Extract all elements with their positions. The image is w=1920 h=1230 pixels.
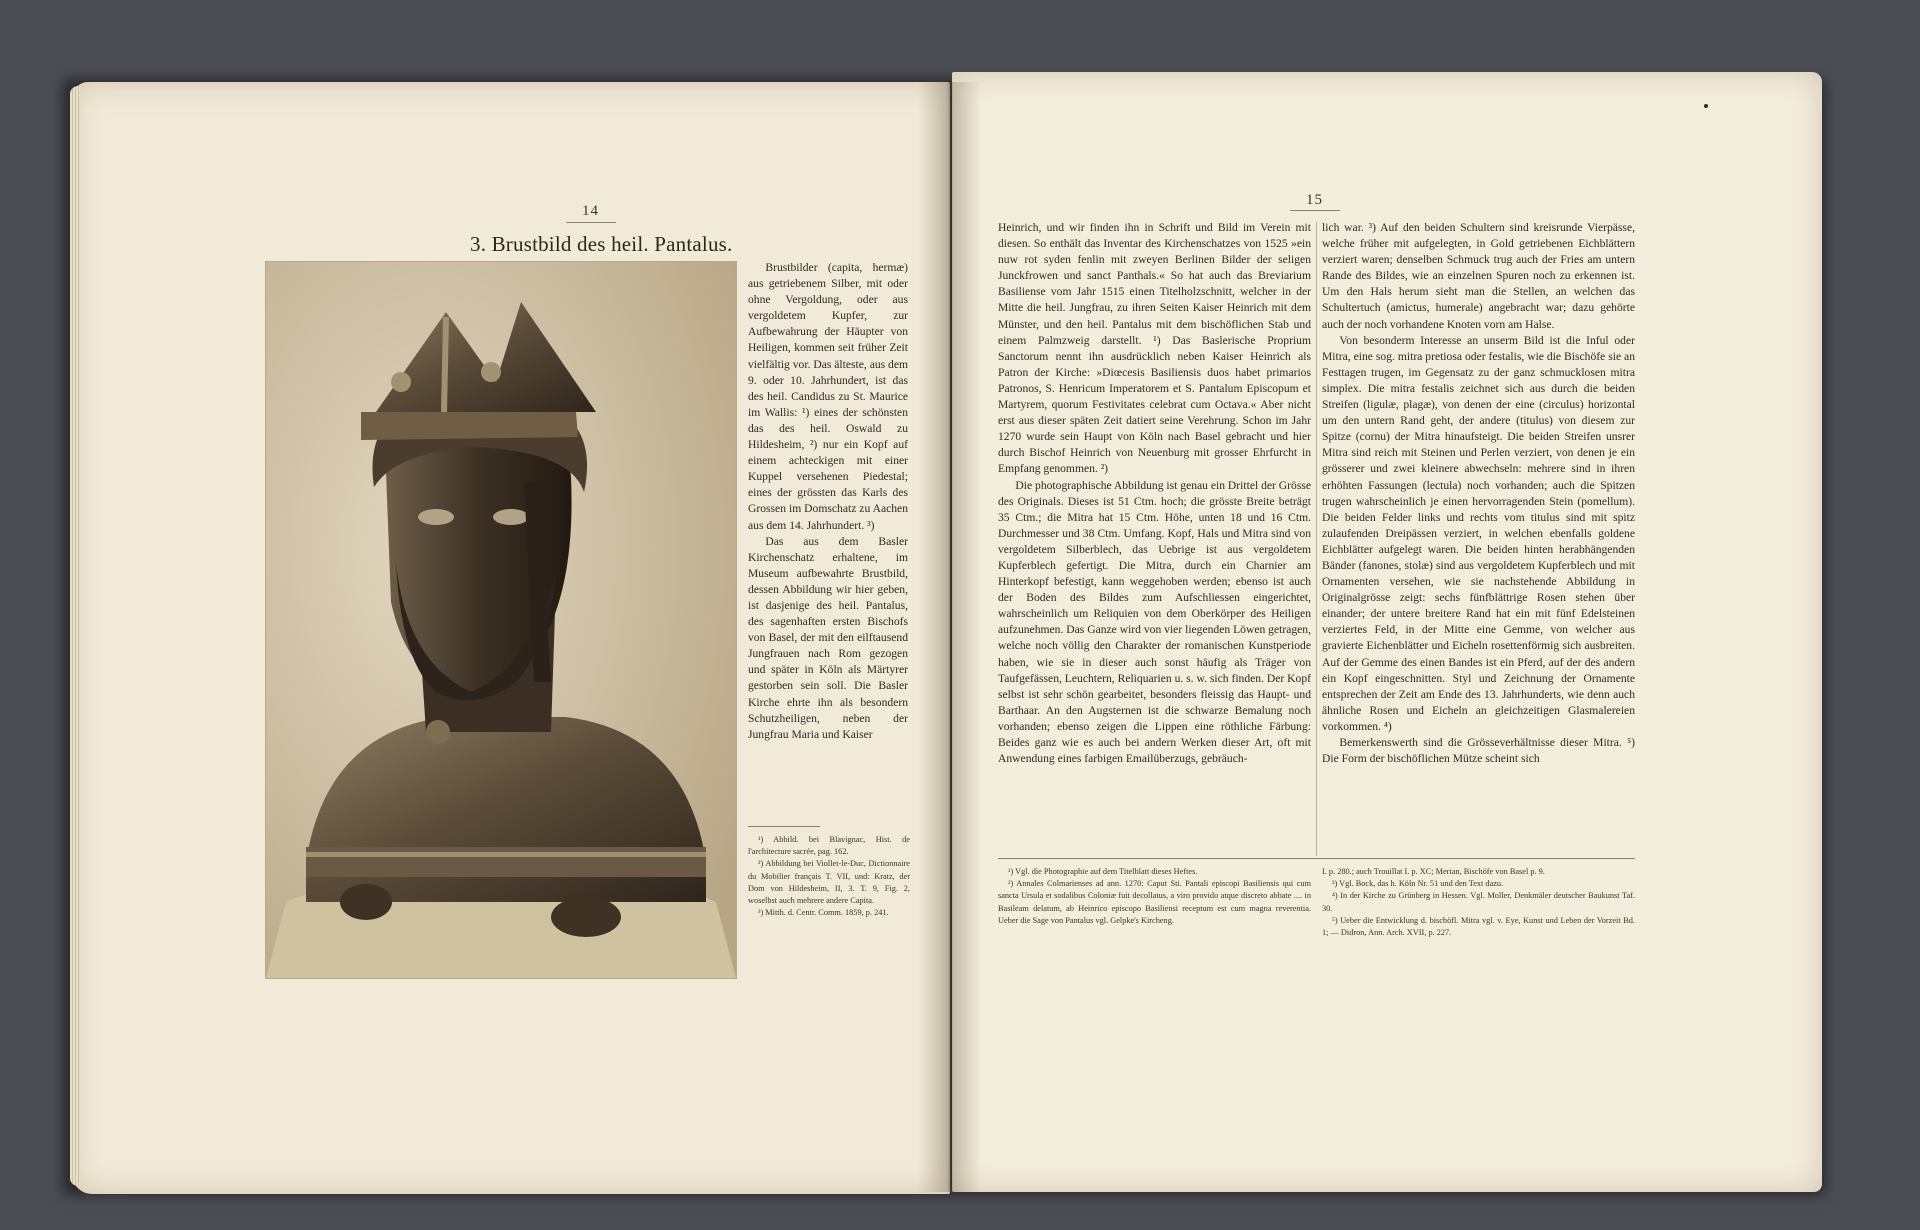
footnote: ²) Annales Colmarienses ad ann. 1270: Caput Sti. Pantali episcopi Basiliensis qui cum sancta Ursula et sodalibus Coloniæ fuit decollatus, a viro provido atque discreto abbate .... in Basileam delatum, ab Heinrico episcopo Basiliensi receptum est cum magna reverentia. Ueber die Sage von Pantalus vgl. Gelpke's Kircheng. <box>998 879 1311 925</box>
paragraph: Die photographische Abbildung ist genau ein Drittel der Grösse des Originals. Dieses ist 51 Ctm. hoch; die grösste Breite beträgt 35 Ctm.; die Mitra hat 15 Ctm. Höhe, unten 18 und 16 Ctm. Durchmesser und 38 Ctm. Umfang. Kopf, Hals und Mitra sind von vergoldetem Silberblech, das Uebrige ist aus vergoldetem Kupferblech gefertigt. Die Mitra, durch ein Charnier am Hinterkopf befestigt, kann weggehoben werden; ebenso ist auch der Boden des Bildes zum Aufschliessen eingerichtet, wahrscheinlich um Reliquien von dem Oberkörper des Heiligen aufzunehmen. Das Ganze wird von vier liegenden Löwen getragen, welche noch völlig den Charakter der romanischen Kunstperiode haben, wie sie in dieser auch sonst häufig als Träger von Taufgefässen, Leuchtern, Reliquarien u. s. w. sich finden. Der Kopf selbst ist sehr schön gearbeitet, besonders fleissig das Haupt- und Barthaar. An den Augsternen ist die schwarze Bemalung noch vorhanden; ebenso zeigen die Lippen eine röthliche Färbung: Beides ganz wie es auch bei andern Werken dieser Art, oft mit Anwendung eines farbigen Emailüberzugs, gebräuch- <box>998 478 1311 766</box>
footnote: ⁵) Ueber die Entwicklung d. bischöfl. Mitra vgl. v. Eye, Kunst und Leben der Vorzeit Bd. 1; — Didron, Ann. Arch. XVII, p. 227. <box>1322 915 1635 938</box>
footnote-rule-left <box>748 826 820 827</box>
paragraph: Heinrich, und wir finden ihn in Schrift und Bild im Verein mit diesen. So enthält das Inventar des Kirchenschatzes von 1525 »ein nuw rot syden fenlin mit zweyen Berlinen Bilder der seligen Junckfrowen und sanct Panthals.« So hat auch das Breviarium Basiliense vom Jahr 1515 einen Titelholzschnitt, welcher in der Mitte die heil. Jungfrau, zu ihren Seiten Kaiser Heinrich mit dem Münster, und den heil. Pantalus mit dem bischöflichen Stab und einem Palmzweig darstellt. ¹) Das Baslerische Proprium Sanctorum nennt ihn ausdrücklich neben Kaiser Heinrich als Patron der Kirche: »Diœcesis Basiliensis duos habet primarios Patronos, S. Henricum Imperatorem et S. Pantalum Episcopum et Martyrem, quorum Festivitates celebrat cum Octava.« Aber nicht erst aus dieser späten Zeit datiert seine Verehrung. Schon im Jahr 1270 wurde sein Haupt von Köln nach Basel gebracht und hier durch Bischof Heinrich von Neuenburg mit grosser Ehrfurcht in Empfang genommen. ²) <box>998 221 1311 476</box>
footnotes-right-col-2 <box>1322 866 1635 939</box>
bust-illustration <box>266 262 736 978</box>
article-title: 3. Brustbild des heil. Pantalus. <box>470 232 733 256</box>
footnotes-left <box>748 834 910 919</box>
page-number-right: 15 <box>1306 192 1323 208</box>
paragraph: lich war. ³) Auf den beiden Schultern sind kreisrunde Vierpässe, welche früher mit aufgelegten, in Gold getriebenen Eichblättern verziert waren; denselben Schmuck trug auch der Fries am untern Rande des Bildes, wie an einzelnen Spuren noch zu erkennen ist. Um den Hals herum sieht man die Stellen, an welchen das Schultertuch (amictus, humerale) angebracht war; dazu gehörte auch der noch vorhandene Knoten vorn am Halse. <box>1322 221 1635 331</box>
footnote: ³) Mitth. d. Centr. Comm. 1859, p. 241. <box>757 908 889 918</box>
reliquary-bust-photo <box>266 262 736 978</box>
left-column-text <box>748 260 908 743</box>
paragraph: Bemerkenswerth sind die Grösseverhältnisse dieser Mitra. ⁵) Die Form der bischöflichen Mütze scheint sich <box>1322 736 1635 766</box>
footnote: ³) Vgl. Bock, das h. Köln Nr. 51 und den Text dazu. <box>1331 879 1504 889</box>
column-divider <box>1316 222 1317 856</box>
right-column-1-text <box>998 220 1311 767</box>
page-number-rule-right <box>1290 210 1340 211</box>
page-spot <box>1704 104 1708 108</box>
footnote: ⁴) In der Kirche zu Grünberg in Hessen. Vgl. Moller, Denkmäler deutscher Baukunst Taf. 30. <box>1322 891 1635 913</box>
footnote-rule-right <box>998 858 1635 859</box>
paragraph: Das aus dem Basler Kirchenschatz erhaltene, im Museum aufbewahrte Brustbild, dessen Abbildung wir hier geben, ist dasjenige des heil. Pantalus, des sagenhaften ersten Bischofs von Basel, der mit den eilftausend Jungfrauen nach Rom gezogen und später in Köln als Märtyrer gestorben sein soll. Die Basler Kirche ehrte ihn als besondern Schutzheiligen, neben der Jungfrau Maria und Kaiser <box>748 534 908 741</box>
footnotes-right-col-1 <box>998 866 1311 927</box>
book-gutter <box>918 82 982 1192</box>
footnote: ¹) Abbild. bei Blavignac, Hist. de l'architecture sacrée, pag. 162. <box>748 835 910 857</box>
paragraph: Brustbilder (capita, hermæ) aus getriebenem Silber, mit oder ohne Vergoldung, oder aus vergoldetem Kupfer, zur Aufbewahrung der Häupter von Heiligen, kommen seit früher Zeit vielfältig vor. Das älteste, aus dem 9. oder 10. Jahrhundert, ist das des heil. Candidus zu St. Maurice im Wallis: ¹) eines der schönsten das des heil. Oswald zu Hildesheim, ²) nur ein Kopf auf einem achteckigen mit einer Kuppel versehenen Piedestal; eines der grössten das Karls des Grossen im Domschatz zu Aachen aus dem 14. Jahrhundert. ³) <box>748 261 909 532</box>
page-number-rule-left <box>566 222 616 223</box>
page-number-left: 14 <box>582 203 599 219</box>
footnote: ²) Abbildung bei Viollet-le-Duc, Dictionnaire du Mobilier français T. VII, und: Kratz, der Dom von Hildesheim, II, 3. T. 9, Fig. 2, woselbst auch mehrere andere Capita. <box>748 859 910 906</box>
page-edges <box>70 86 80 1186</box>
paragraph: Von besonderm Interesse an unserm Bild ist die Inful oder Mitra, eine sog. mitra pretiosa oder festalis, wie die Bischöfe sie an Festtagen trugen, im Gegensatz zu der ganz schmucklosen mitra simplex. Die mitra festalis zeichnet sich aus durch die beiden Streifen (ligulæ, plagæ), von denen der eine (circulus) horizontal um den untern Rand geht, der andere (titulus) von diesem zur Spitze (cornu) der Mitra hinaufsteigt. Die beiden Streifen unsrer Mitra sind reich mit Steinen und Perlen verziert, von denen je ein grösserer und zwei kleinere abwechseln: mehrere sind in ihren erhöhten Fassungen (lectula) noch vorhanden; auch die Spitzen trugen wahrscheinlich je einen hervorragenden Stein (pomellum). Die beiden Felder links und rechts vom titulus sind mit spitz zulaufenden Dreipässen verziert, in welchen ebenfalls goldene Eichblätter aufgelegt waren. Die beiden hinten herabhängenden Bänder (fanones, stolæ) sind aus vergoldetem Kupferblech und mit Ornamenten versehen, wie sie nachstehende Abbildung in Originalgrösse zeigt: sechs fünfblättrige Rosen stehen über einander; der untere breitere Rand hat ein mit fünf Edelsteinen verziertes Feld, in der Mitte eine Gemme, von welcher aus gravierte Eichenblätter und Eicheln rosettenförmig sich ausbreiten. Auf der Gemme des einen Bandes ist ein Pferd, auf der des andern ein Kopf eingeschnitten. Styl und Zeichnung der Ornamente entsprechen der Zeit am Ende des 13. Jahrhunderts, wie denn auch ähnliche Rosen und Eicheln an gleichzeitigen Glasmalereien vorkommen. ⁴) <box>1322 333 1635 733</box>
footnote: I. p. 280.; auch Trouillat I. p. XC; Merian, Bischöfe von Basel p. 9. <box>1322 867 1545 876</box>
right-column-2-text <box>1322 220 1635 767</box>
footnote: ¹) Vgl. die Photographie auf dem Titelblatt dieses Heftes. <box>1007 867 1198 876</box>
